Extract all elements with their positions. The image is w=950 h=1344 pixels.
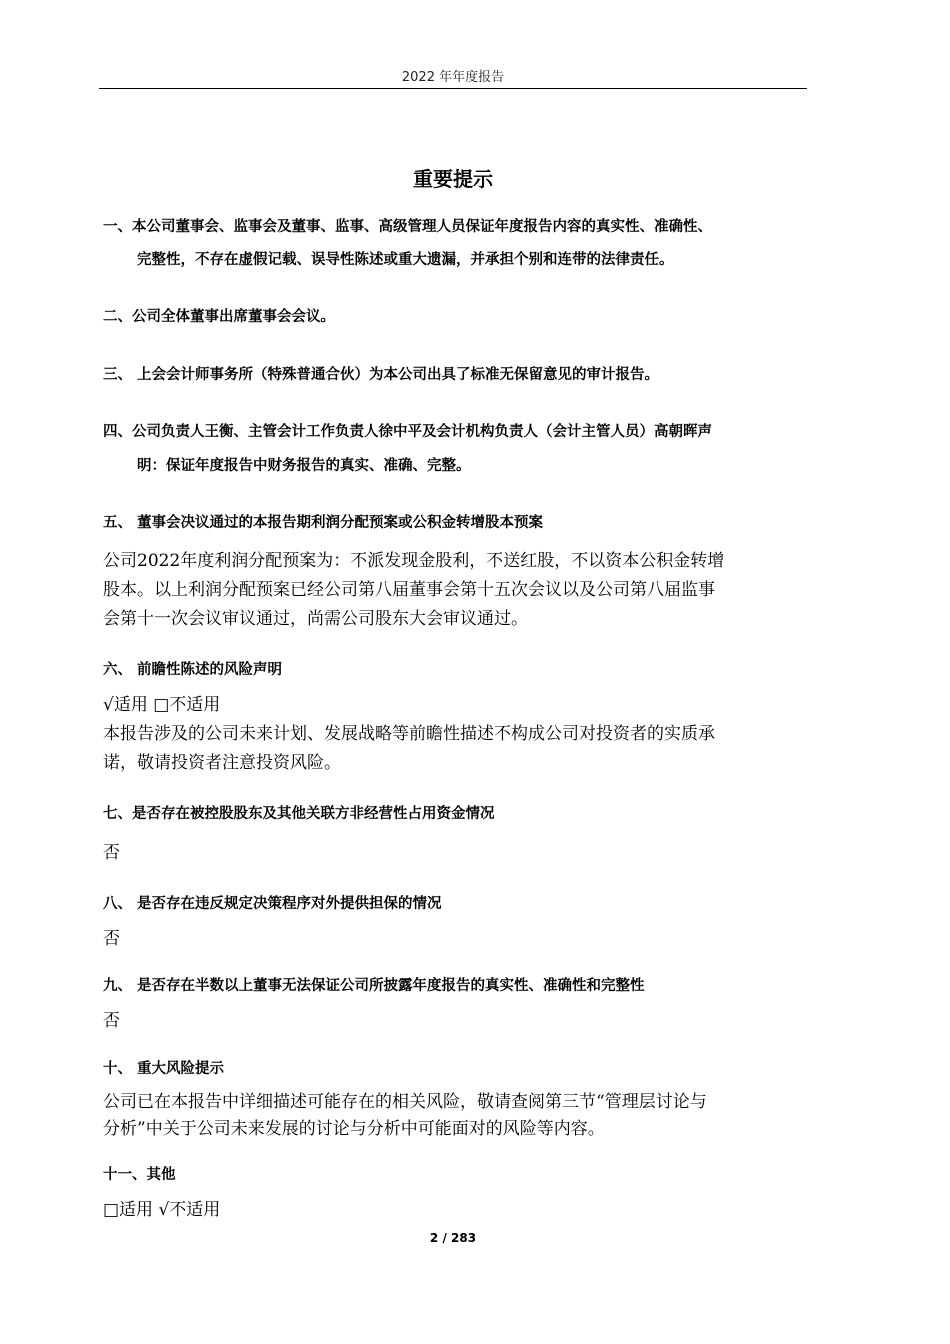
section-6-body-line-1: 本报告涉及的公司未来计划、发展战略等前瞻性描述不构成公司对投资者的实质承 xyxy=(103,724,715,744)
section-4-line-2: 明：保证年度报告中财务报告的真实、准确、完整。 xyxy=(137,458,471,474)
section-10-body-line-2: 分析”中关于公司未来发展的讨论与分析中可能面对的风险等内容。 xyxy=(103,1119,605,1139)
section-5-body-line-2: 股本。以上利润分配预案已经公司第八届董事会第十五次会议以及公司第八届监事 xyxy=(103,580,715,600)
section-4-line-1: 四、公司负责人王衡、主管会计工作负责人徐中平及会计机构负责人（会计主管人员）高朝晖声 xyxy=(103,424,712,440)
section-6-applicability: √适用 □不适用 xyxy=(103,695,221,715)
section-10-heading: 十、 重大风险提示 xyxy=(103,1061,225,1077)
section-5-heading: 五、 董事会决议通过的本报告期利润分配预案或公积金转增股本预案 xyxy=(103,515,544,531)
section-5-body-line-1: 公司2022年度利润分配预案为：不派发现金股利，不送红股，不以资本公积金转增 xyxy=(103,551,725,571)
section-11-applicability: □适用 √不适用 xyxy=(103,1200,221,1220)
section-1-line-1: 一、本公司董事会、监事会及董事、监事、高级管理人员保证年度报告内容的真实性、准确性、 xyxy=(103,219,712,235)
section-8-heading: 八、 是否存在违反规定决策程序对外提供担保的情况 xyxy=(103,896,442,912)
section-11-heading: 十一、其他 xyxy=(103,1167,176,1183)
section-2-line-1: 二、公司全体董事出席董事会会议。 xyxy=(103,309,335,325)
section-7-answer: 否 xyxy=(103,843,120,863)
section-9-heading: 九、 是否存在半数以上董事无法保证公司所披露年度报告的真实性、准确性和完整性 xyxy=(103,978,645,994)
section-10-body-line-1: 公司已在本报告中详细描述可能存在的相关风险，敬请查阅第三节“管理层讨论与 xyxy=(103,1092,707,1112)
section-6-body-line-2: 诺，敬请投资者注意投资风险。 xyxy=(103,753,341,773)
page-number: 2 / 283 xyxy=(429,1231,477,1245)
section-9-answer: 否 xyxy=(103,1011,120,1031)
running-header: 2022 年年度报告 xyxy=(401,70,505,85)
section-5-body-line-3: 会第十一次会议审议通过，尚需公司股东大会审议通过。 xyxy=(103,609,528,629)
section-3-line-1: 三、 上会会计师事务所（特殊普通合伙）为本公司出具了标准无保留意见的审计报告。 xyxy=(103,367,660,383)
section-1-line-2: 完整性，不存在虚假记载、误导性陈述或重大遗漏，并承担个别和连带的法律责任。 xyxy=(137,252,674,268)
page-title: 重要提示 xyxy=(413,167,493,191)
header-rule xyxy=(99,88,807,89)
section-8-answer: 否 xyxy=(103,929,120,949)
section-7-heading: 七、是否存在被控股股东及其他关联方非经营性占用资金情况 xyxy=(103,806,495,822)
section-6-heading: 六、 前瞻性陈述的风险声明 xyxy=(103,662,283,678)
